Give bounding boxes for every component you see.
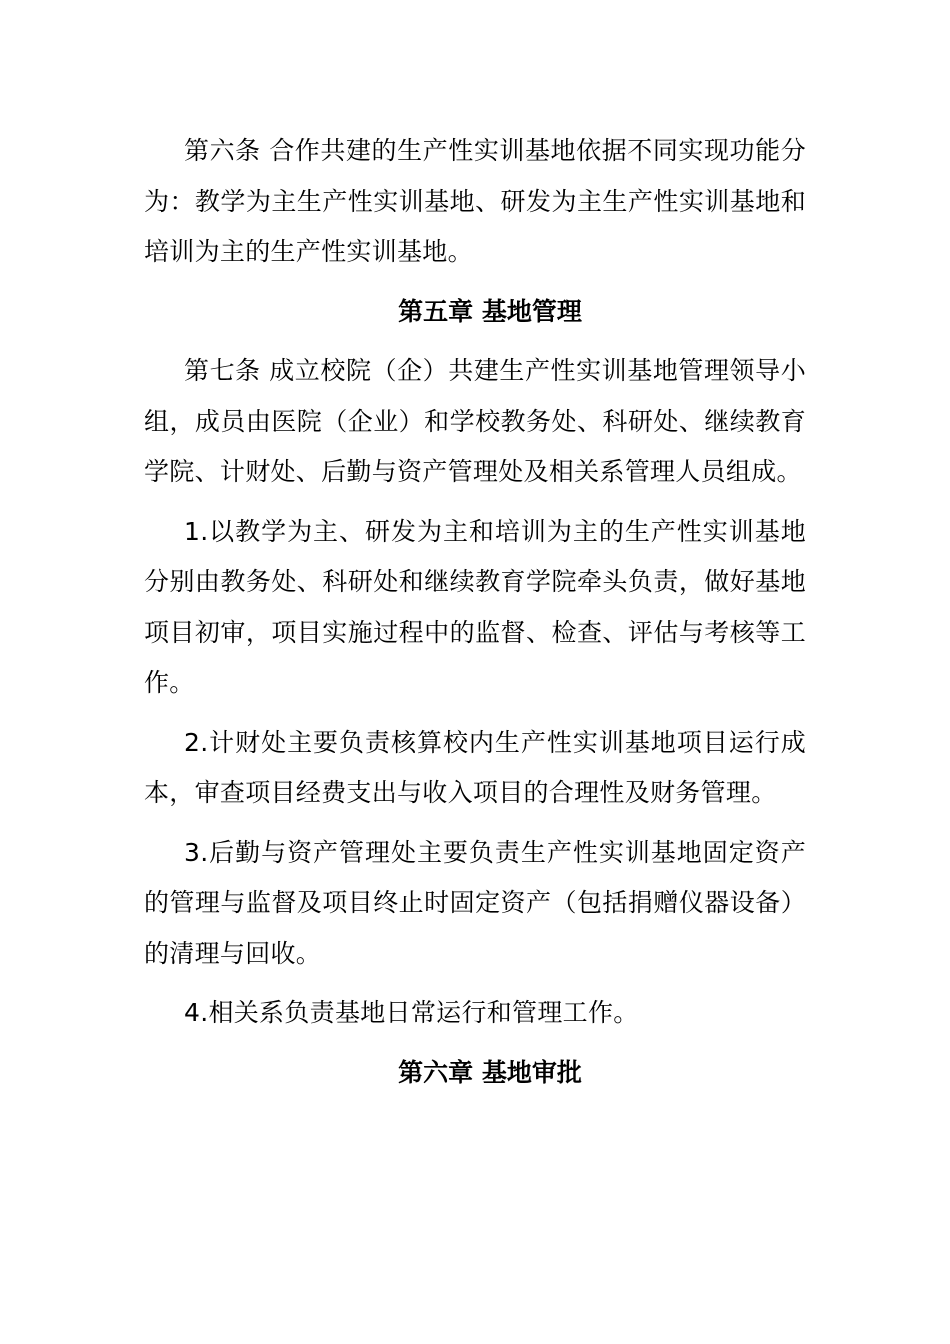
- item-3-paragraph: 3.后勤与资产管理处主要负责生产性实训基地固定资产的管理与监督及项目终止时固定资产（包括捐赠仪器设备）的清理与回收。: [144, 837, 806, 968]
- spacer: [144, 709, 806, 718]
- item-1-paragraph: 1.以教学为主、研发为主和培训为主的生产性实训基地分别由教务处、科研处和继续教育学院牵头负责，做好基地项目初审，项目实施过程中的监督、检查、评估与考核等工作。: [144, 516, 806, 697]
- spacer: [144, 278, 806, 287]
- article-6-paragraph: 第六条 合作共建的生产性实训基地依据不同实现功能分为：教学为主生产性实训基地、研发为主生产性实训基地和培训为主的生产性实训基地。: [144, 136, 806, 266]
- spacer: [144, 819, 806, 828]
- chapter-6-heading: 第六章 基地审批: [398, 1057, 582, 1087]
- document-page: [144, 126, 806, 1098]
- article-7-paragraph: 第七条 成立校院（企）共建生产性实训基地管理领导小组，成员由医院（企业）和学校教务处、科研处、继续教育学院、计财处、后勤与资产管理处及相关系管理人员组成。: [144, 356, 806, 486]
- chapter-5-heading: 第五章 基地管理: [398, 296, 582, 326]
- spacer: [144, 979, 806, 988]
- spacer: [144, 337, 806, 346]
- spacer: [144, 498, 806, 507]
- spacer: [144, 1039, 806, 1048]
- item-4-paragraph: 4.相关系负责基地日常运行和管理工作。: [184, 998, 639, 1027]
- item-2-paragraph: 2.计财处主要负责核算校内生产性实训基地项目运行成本，审查项目经费支出与收入项目的合理性及财务管理。: [144, 727, 806, 807]
